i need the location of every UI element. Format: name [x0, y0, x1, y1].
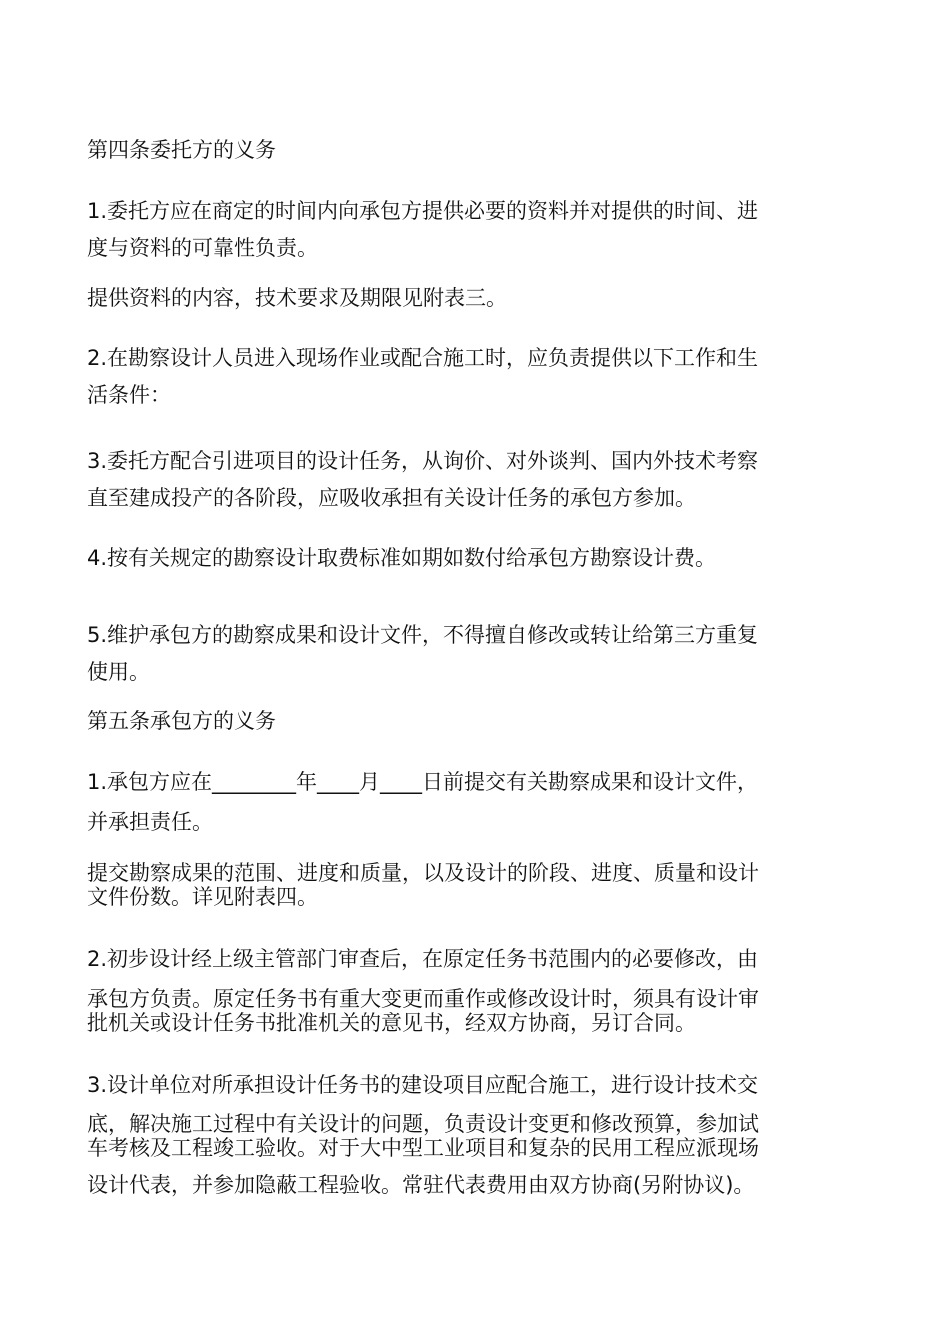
paragraph-line: 3.委托方配合引进项目的设计任务，从询价、对外谈判、国内外技术考察 [87, 449, 759, 473]
paragraph-line: 承包方负责。原定任务书有重大变更而重作或修改设计时，须具有设计审 [87, 987, 759, 1011]
paragraph-line: 1.委托方应在商定的时间内向承包方提供必要的资料并对提供的时间、进 [87, 199, 759, 223]
paragraph-line: 使用。 [87, 660, 150, 684]
paragraph-line: 2.初步设计经上级主管部门审查后，在原定任务书范围内的必要修改，由 [87, 947, 759, 971]
article-5-heading: 第五条承包方的义务 [87, 709, 276, 733]
paragraph-line: 批机关或设计任务书批准机关的意见书，经双方协商，另订合同。 [87, 1011, 696, 1035]
paragraph-line: 2.在勘察设计人员进入现场作业或配合施工时，应负责提供以下工作和生 [87, 346, 759, 370]
paragraph-line: 底，解决施工过程中有关设计的问题，负责设计变更和修改预算，参加试 [87, 1112, 759, 1136]
paragraph-line: 活条件： [87, 383, 171, 407]
paragraph-line: 5.维护承包方的勘察成果和设计文件，不得擅自修改或转让给第三方重复 [87, 623, 759, 647]
paragraph-line: 车考核及工程竣工验收。对于大中型工业项目和复杂的民用工程应派现场 [87, 1136, 759, 1160]
paragraph-line: 度与资料的可靠性负责。 [87, 236, 318, 260]
paragraph-line: 1.承包方应在________年____月____日前提交有关勘察成果和设计文件， [87, 770, 759, 794]
paragraph-line: 并承担责任。 [87, 810, 213, 834]
paragraph-line: 直至建成投产的各阶段，应吸收承担有关设计任务的承包方参加。 [87, 486, 696, 510]
paragraph-line: 3.设计单位对所承担设计任务书的建设项目应配合施工，进行设计技术交 [87, 1073, 759, 1097]
article-4-heading: 第四条委托方的义务 [87, 138, 276, 162]
paragraph-line: 提交勘察成果的范围、进度和质量，以及设计的阶段、进度、质量和设计 [87, 861, 759, 885]
paragraph-line: 设计代表，并参加隐蔽工程验收。常驻代表费用由双方协商(另附协议)。 [87, 1173, 755, 1197]
paragraph-line: 提供资料的内容，技术要求及期限见附表三。 [87, 286, 507, 310]
paragraph-line: 4.按有关规定的勘察设计取费标准如期如数付给承包方勘察设计费。 [87, 546, 717, 570]
paragraph-line: 文件份数。详见附表四。 [87, 885, 318, 909]
